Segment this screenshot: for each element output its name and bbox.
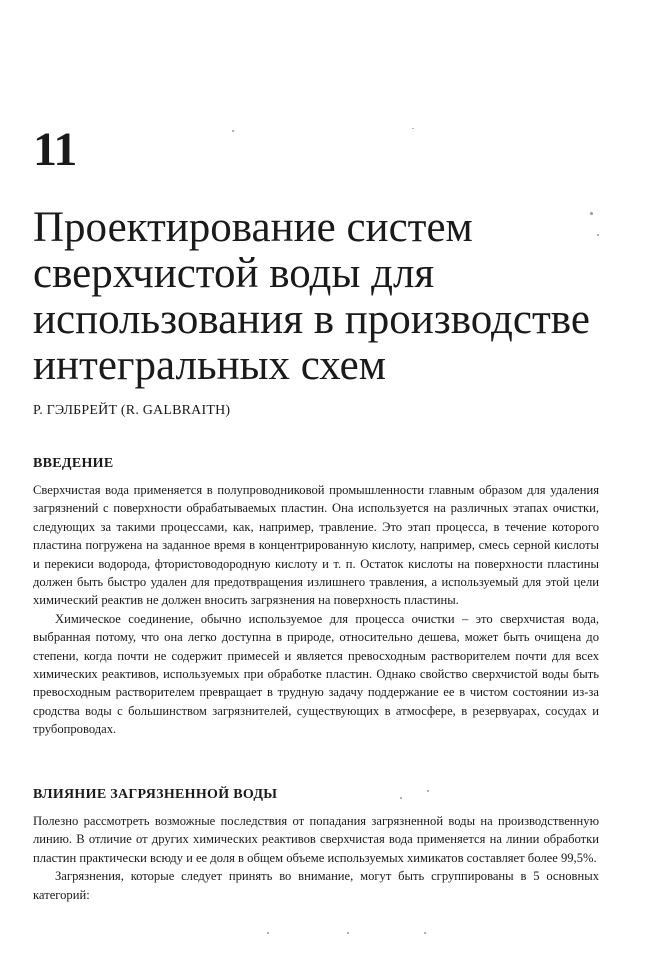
- chapter-title-line: использования в производстве: [33, 296, 590, 343]
- section-body-contaminated-water-influence: [33, 812, 599, 904]
- scan-speck: [597, 234, 599, 236]
- paragraph: Химическое соединение, обычно используемое для процесса очистки – это сверхчистая вода, выбранная потому, что она легко доступна в природе, относительно дешева, может быть очищена до степени, когда почти не содержит примесей и является превосходным растворителем почти для всех химических реактивов, используемых при обработке пластин. Однако свойство сверхчистой воды быть превосходным растворителем превращает в трудную задачу поддержание ее в чистом состоянии из-за сродства воды с большинством загрязнителей, существующих в атмосфере, в резервуарах, сосудах и трубопроводах.: [33, 611, 599, 737]
- scan-speck: [590, 212, 593, 215]
- scan-speck: [400, 797, 402, 799]
- section-body-introduction: [33, 481, 599, 739]
- scan-speck: [424, 932, 426, 934]
- chapter-title: [33, 205, 653, 389]
- chapter-title-line: сверхчистой воды для: [33, 250, 435, 297]
- scan-speck: [267, 932, 269, 934]
- chapter-title-line: Проектирование систем: [33, 204, 473, 251]
- section-heading-introduction: ВВЕДЕНИЕ: [33, 456, 114, 471]
- scan-speck: [232, 130, 234, 132]
- section-heading-contaminated-water-influence: ВЛИЯНИЕ ЗАГРЯЗНЕННОЙ ВОДЫ: [33, 787, 278, 802]
- paragraph: Сверхчистая вода применяется в полупроводниковой промышленности главным образом для удаления загрязнений с поверхности обрабатываемых пластин. Она используется на различных этапах очистки, следующих за такими процессами, как, например, травление. Это этап процесса, в течение которого пластина погружена на заданное время в концентрированную кислоту, например, смесь серной кислоты и перекиси водорода, фтористоводородную кислоту и т. п. Остаток кислоты на поверхности пластины должен быть быстро удален для предотвращения излишнего травления, а используемый для этой цели химический реактив не должен вносить загрязнения на поверхность пластины.: [33, 483, 599, 608]
- scan-speck: [427, 790, 429, 792]
- paragraph: Полезно рассмотреть возможные последствия от попадания загрязненной воды на производственную линию. В отличие от других химических реактивов сверхчистая вода применяется на линии обработки пластин практически всюду и ее доля в общем объеме используемых химикатов составляет более 99,5%.: [33, 814, 599, 865]
- paragraph: Загрязнения, которые следует принять во внимание, могут быть сгруппированы в 5 основных категорий:: [33, 869, 599, 902]
- scan-speck: [347, 932, 349, 934]
- chapter-number: 11: [33, 123, 77, 176]
- chapter-title-line: интегральных схем: [33, 342, 386, 389]
- chapter-author: Р. ГЭЛБРЕЙТ (R. GALBRAITH): [33, 403, 231, 418]
- scan-speck: [412, 128, 414, 129]
